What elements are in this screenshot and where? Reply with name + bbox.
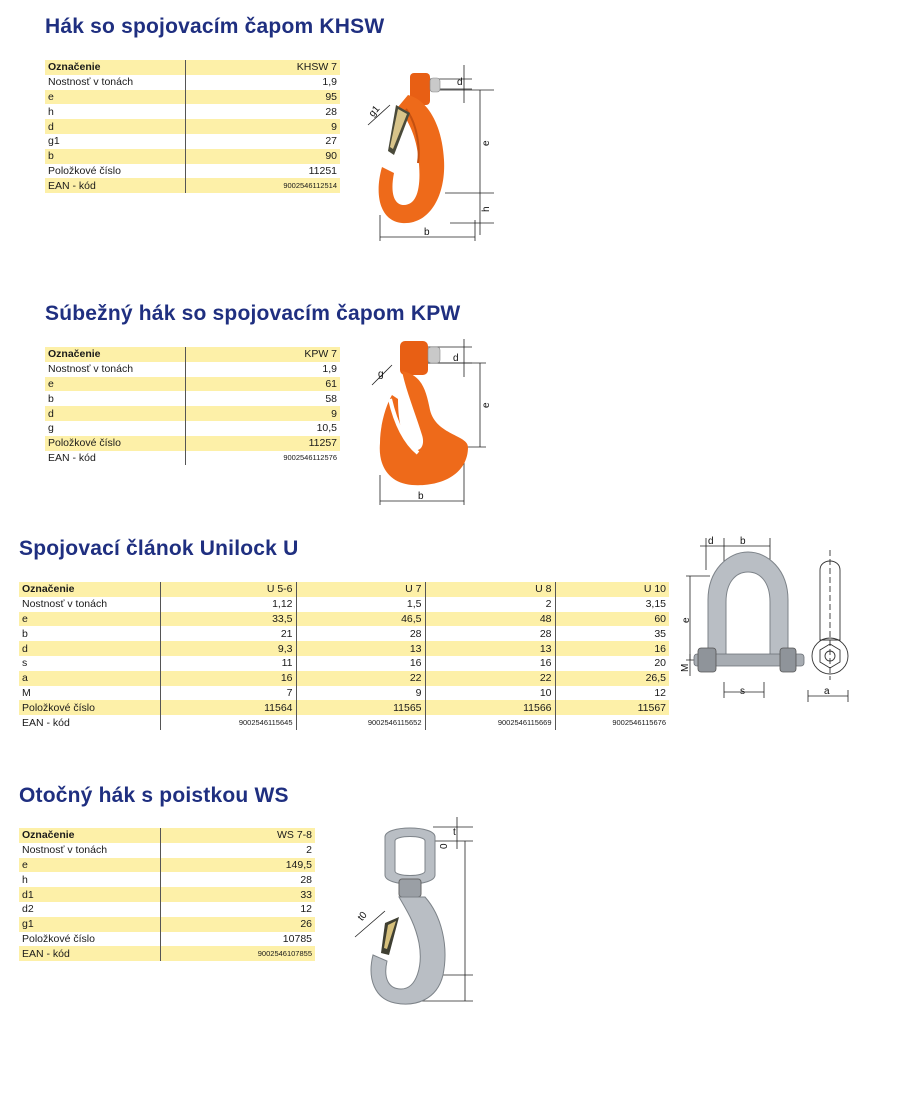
dim-d-label: d xyxy=(453,353,459,364)
cell-value: 11 xyxy=(160,656,296,671)
dim-e-label: e xyxy=(481,402,492,408)
table-row xyxy=(45,406,340,421)
table-row xyxy=(19,932,315,947)
cell-value: 9,3 xyxy=(160,641,296,656)
table-header-row xyxy=(19,828,315,843)
row-label: Položkové číslo xyxy=(19,700,160,715)
cell-value: 48 xyxy=(425,612,555,627)
table-row xyxy=(19,843,315,858)
table-row xyxy=(45,119,340,134)
row-label: d xyxy=(45,119,185,134)
table-row xyxy=(19,656,669,671)
dim-h-label: h xyxy=(481,206,492,212)
cell-value: 10 xyxy=(425,686,555,701)
row-label: Označenie xyxy=(45,60,185,75)
cell-value: 9002546115652 xyxy=(296,715,425,730)
cell-value: 13 xyxy=(296,641,425,656)
section-title: Spojovací článok Unilock U xyxy=(19,537,299,560)
table-row xyxy=(19,715,669,730)
dim-b-label: b xyxy=(740,536,746,547)
table-row xyxy=(45,149,340,164)
table-row xyxy=(45,451,340,466)
table-row xyxy=(19,686,669,701)
cell-value: 9 xyxy=(185,406,340,421)
table-row xyxy=(45,164,340,179)
cell-value: 16 xyxy=(555,641,669,656)
row-label: b xyxy=(45,149,185,164)
cell-value: 9 xyxy=(296,686,425,701)
section-title: Otočný hák s poistkou WS xyxy=(19,784,289,807)
cell-value: U 5-6 xyxy=(160,582,296,597)
cell-value: 26 xyxy=(160,917,315,932)
dim-d-label: d xyxy=(457,77,463,88)
row-label: Označenie xyxy=(19,828,160,843)
dim-g-label: g xyxy=(378,369,384,380)
cell-value: 12 xyxy=(654,686,666,699)
cell-value: 60 xyxy=(555,612,669,627)
table-row xyxy=(19,917,315,932)
table-row xyxy=(19,671,669,686)
dim-0-label: 0 xyxy=(439,843,450,849)
dim-b-label: b xyxy=(418,491,424,502)
table-row xyxy=(19,902,315,917)
row-label: b xyxy=(19,626,160,641)
row-label: d2 xyxy=(19,902,160,917)
table-row xyxy=(45,391,340,406)
row-label: Označenie xyxy=(19,582,160,597)
row-label: EAN - kód xyxy=(19,715,160,730)
cell-value: 10,5 xyxy=(316,422,337,435)
cell-value: 28 xyxy=(425,626,555,641)
table-row xyxy=(19,872,315,887)
swivel-hook-illustration xyxy=(345,815,485,1020)
row-label: g1 xyxy=(45,134,185,149)
table-row xyxy=(45,178,340,193)
cell-value: 16 xyxy=(160,671,296,686)
cell-value: 33,5 xyxy=(160,612,296,627)
cell-value: 28 xyxy=(296,626,425,641)
cell-value: 11565 xyxy=(296,700,425,715)
row-label: h xyxy=(45,104,185,119)
cell-value: 16 xyxy=(425,656,555,671)
row-label: g1 xyxy=(19,917,160,932)
table-row xyxy=(19,946,315,961)
cell-value: 21 xyxy=(160,626,296,641)
table-row xyxy=(45,421,340,436)
cell-value: 46,5 xyxy=(296,612,425,627)
row-label: Nostnosť v tonách xyxy=(19,843,160,858)
table-row xyxy=(19,597,669,612)
cell-value: 9002546107855 xyxy=(160,946,315,961)
cell-value: 9002546112514 xyxy=(185,178,340,193)
section-title: Hák so spojovacím čapom KHSW xyxy=(45,15,385,38)
cell-value: 90 xyxy=(185,149,340,164)
table-row xyxy=(19,626,669,641)
row-label: Nostnosť v tonách xyxy=(45,75,185,90)
table-header-row xyxy=(19,582,669,597)
table-row xyxy=(45,436,340,451)
cell-value: 11564 xyxy=(160,700,296,715)
cell-value: 20 xyxy=(654,657,666,670)
dim-s-label: s xyxy=(740,686,745,697)
dim-e-label: e xyxy=(481,140,492,146)
cell-value: KPW 7 xyxy=(185,347,340,362)
cell-value: 28 xyxy=(325,105,337,118)
dim-a-label: a xyxy=(824,686,830,697)
row-label: a xyxy=(19,671,160,686)
cell-value: WS 7-8 xyxy=(160,828,315,843)
table-row xyxy=(19,700,669,715)
cell-value: 1,9 xyxy=(322,76,337,89)
dim-m-label: M xyxy=(680,663,691,672)
cell-value: U 10 xyxy=(555,582,669,597)
cell-value: 61 xyxy=(185,377,340,392)
spec-table xyxy=(45,347,340,465)
cell-value: 27 xyxy=(325,135,337,148)
dim-d-label: d xyxy=(708,536,714,547)
dim-t0-label: t0 xyxy=(355,909,370,924)
table-row xyxy=(45,362,340,377)
table-header-row xyxy=(45,60,340,75)
cell-value: 12 xyxy=(300,903,312,916)
dim-g1-label: g1 xyxy=(366,103,383,120)
cell-value: 28 xyxy=(300,873,312,886)
row-label: e xyxy=(19,858,160,873)
table-row xyxy=(45,134,340,149)
cell-value: U 7 xyxy=(296,582,425,597)
row-label: d1 xyxy=(19,887,160,902)
row-label: e xyxy=(45,90,185,105)
table-row xyxy=(45,377,340,392)
cell-value: 9002546115669 xyxy=(425,715,555,730)
row-label: Označenie xyxy=(45,347,185,362)
cell-value: 16 xyxy=(296,656,425,671)
cell-value: 1,9 xyxy=(322,363,337,376)
cell-value: 11566 xyxy=(425,700,555,715)
cell-value: 3,15 xyxy=(645,598,666,611)
cell-value: 35 xyxy=(654,627,666,640)
table-row xyxy=(19,641,669,656)
dim-b-label: b xyxy=(424,227,430,238)
cell-value: 2 xyxy=(425,597,555,612)
cell-value: 149,5 xyxy=(160,858,315,873)
table-row xyxy=(45,75,340,90)
cell-value: 33 xyxy=(160,887,315,902)
unilock-link-illustration xyxy=(680,530,885,710)
row-label: Nostnosť v tonách xyxy=(45,362,185,377)
cell-value: 1,5 xyxy=(296,597,425,612)
row-label: d xyxy=(45,406,185,421)
cell-value: 11257 xyxy=(185,436,340,451)
spec-table xyxy=(45,60,340,193)
row-label: EAN - kód xyxy=(19,946,160,961)
spec-table xyxy=(19,828,315,961)
cell-value: 7 xyxy=(160,686,296,701)
cell-value: 1,12 xyxy=(160,597,296,612)
cell-value: 9 xyxy=(185,119,340,134)
row-label: Nostnosť v tonách xyxy=(19,597,160,612)
row-label: b xyxy=(45,391,185,406)
cell-value: 11567 xyxy=(555,700,669,715)
row-label: g xyxy=(45,421,185,436)
row-label: s xyxy=(19,656,160,671)
cell-value: KHSW 7 xyxy=(185,60,340,75)
row-label: d xyxy=(19,641,160,656)
cell-value: 9002546115676 xyxy=(612,717,666,727)
cell-value: 13 xyxy=(425,641,555,656)
row-label: EAN - kód xyxy=(45,178,185,193)
kpw-hook-illustration xyxy=(360,335,500,510)
cell-value: 22 xyxy=(296,671,425,686)
row-label: M xyxy=(19,686,160,701)
row-label: Položkové číslo xyxy=(45,164,185,179)
table-row xyxy=(45,90,340,105)
cell-value: 26,5 xyxy=(555,671,669,686)
table-header-row xyxy=(45,347,340,362)
table-row xyxy=(19,887,315,902)
row-label: EAN - kód xyxy=(45,451,185,466)
cell-value: 58 xyxy=(325,392,337,405)
cell-value: 95 xyxy=(185,90,340,105)
cell-value: 9002546115645 xyxy=(160,715,296,730)
row-label: e xyxy=(45,377,185,392)
row-label: e xyxy=(19,612,160,627)
cell-value: 10785 xyxy=(282,932,312,945)
dim-t-label: t xyxy=(453,827,456,838)
table-row xyxy=(45,104,340,119)
cell-value: 9002546112576 xyxy=(283,452,337,462)
row-label: h xyxy=(19,872,160,887)
row-label: Položkové číslo xyxy=(19,932,160,947)
section-title: Súbežný hák so spojovacím čapom KPW xyxy=(45,302,461,325)
table-row xyxy=(19,858,315,873)
table-row xyxy=(19,612,669,627)
dim-e-label: e xyxy=(681,617,692,623)
khsw-hook-illustration xyxy=(360,55,500,245)
cell-value: U 8 xyxy=(425,582,555,597)
spec-table xyxy=(19,582,669,730)
cell-value: 2 xyxy=(306,844,312,857)
cell-value: 22 xyxy=(425,671,555,686)
cell-value: 11251 xyxy=(308,164,337,177)
row-label: Položkové číslo xyxy=(45,436,185,451)
